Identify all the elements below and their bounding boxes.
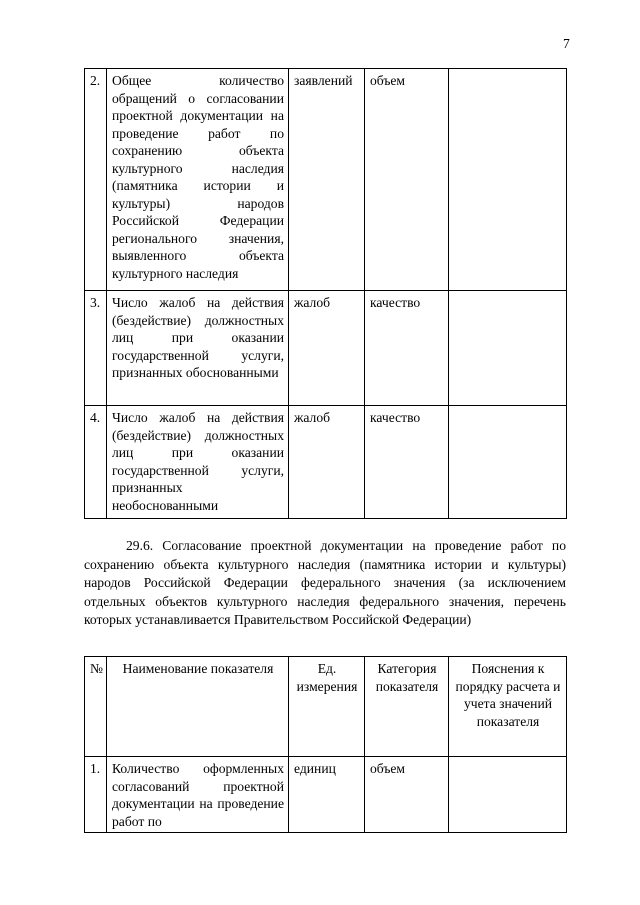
indicators-table-continued [84,68,567,519]
category-cell: качество [365,406,449,519]
unit-cell: заявлений [289,69,365,291]
header-notes: Пояснения к порядку расчета и учета значений показателя [449,657,567,757]
unit-cell: жалоб [289,291,365,406]
section-paragraph [84,537,566,630]
unit-cell: единиц [289,757,365,833]
row-number: 2. [85,69,107,291]
table-row [85,406,567,519]
table-row [85,757,567,833]
row-number: 3. [85,291,107,406]
header-unit: Ед. измерения [289,657,365,757]
section-heading-text: 29.6. Согласование проектной документации на проведение работ по сохранению объекта культурного наследия (памятника истории и культуры) народов Российской Федерации федерального значения (за исключением отдельных объектов культурного наследия федерального значения, перечень которых устанавливается Правительством Российской Федерации) [84,538,566,628]
header-name: Наименование показателя [107,657,289,757]
category-cell: объем [365,757,449,833]
table-header-row [85,657,567,757]
table-row [85,291,567,406]
notes-cell [449,69,567,291]
notes-cell [449,406,567,519]
category-cell: качество [365,291,449,406]
header-category: Категория показателя [365,657,449,757]
indicators-table [84,656,567,833]
header-number: № [85,657,107,757]
notes-cell [449,757,567,833]
indicator-name: Число жалоб на действия (бездействие) должностных лиц при оказании государственной услуги, признанных обоснованными [107,291,289,406]
unit-cell: жалоб [289,406,365,519]
page-number: 7 [563,36,570,51]
row-number: 1. [85,757,107,833]
indicator-name: Общее количество обращений о согласовании проектной документации на проведение работ по сохранению объекта культурного наследия (памятника истории и культуры) народов Российской Федерации регионального значения, выявленного объекта культурного наследия [107,69,289,291]
table-row [85,69,567,291]
notes-cell [449,291,567,406]
row-number: 4. [85,406,107,519]
category-cell: объем [365,69,449,291]
indicator-name: Число жалоб на действия (бездействие) должностных лиц при оказании государственной услуги, признанных необоснованными [107,406,289,519]
indicator-name: Количество оформленных согласований проектной документации на проведение работ по [107,757,289,833]
